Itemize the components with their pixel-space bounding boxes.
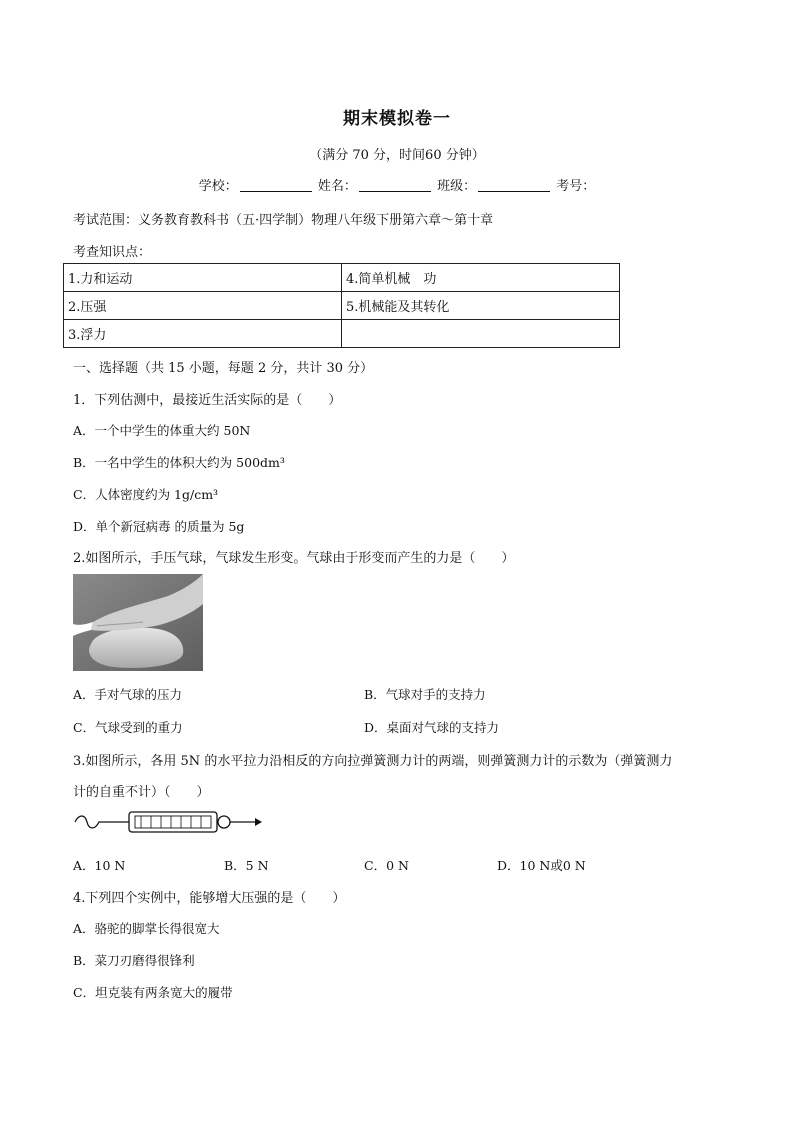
table-row: [64, 264, 620, 292]
question-1-option-c: C．人体密度约为 1g/cm³: [73, 487, 219, 502]
question-4-option-c: C．坦克装有两条宽大的履带: [73, 985, 233, 1000]
name-blank[interactable]: [359, 179, 431, 192]
question-1-option-a: A．一个中学生的体重大约 50N: [73, 423, 251, 438]
class-label: 班级：: [437, 179, 477, 194]
exam-no-label: 考号：: [556, 179, 596, 194]
exam-scope: 考试范围：义务教育教科书（五·四学制）物理八年级下册第六章～第十章: [73, 213, 494, 228]
hand-pressing-balloon-image: [73, 574, 203, 671]
question-2-options: [73, 718, 723, 734]
table-cell: 2.压强: [64, 292, 342, 320]
question-4-option-a: A．骆驼的脚掌长得很宽大: [73, 921, 220, 936]
question-2-option-a: A．手对气球的压力: [73, 687, 183, 702]
page-subtitle: （满分 70 分，时间60 分钟）: [309, 148, 485, 163]
question-2-stem: 2.如图所示，手压气球，气球发生形变。气球由于形变而产生的力是（ ）: [73, 551, 515, 566]
question-4-option-b: B．菜刀刃磨得很锋利: [73, 953, 195, 968]
question-1-option-d: D．单个新冠病毒 的质量为 5g: [73, 519, 245, 534]
question-1-stem: 1．下列估测中，最接近生活实际的是（ ）: [73, 393, 342, 408]
school-blank[interactable]: [240, 179, 312, 192]
name-label: 姓名：: [317, 179, 357, 194]
student-info-fields: [0, 175, 794, 194]
table-row: [64, 292, 620, 320]
section-heading: 一、选择题（共 15 小题，每题 2 分，共计 30 分）: [73, 361, 374, 376]
question-3-option-b: B．5 N: [224, 858, 269, 873]
spring-scale-diagram: [73, 808, 263, 836]
table-cell: 5.机械能及其转化: [342, 292, 620, 320]
question-2-option-c: C．气球受到的重力: [73, 720, 183, 735]
table-row: [64, 320, 620, 348]
table-cell: 3.浮力: [64, 320, 342, 348]
school-label: 学校：: [198, 179, 238, 194]
question-2-option-b: B．气球对手的支持力: [364, 687, 486, 702]
class-blank[interactable]: [478, 179, 550, 192]
question-3-stem-line2: 计的自重不计）（ ）: [73, 785, 210, 800]
question-4-stem: 4.下列四个实例中，能够增大压强的是（ ）: [73, 891, 346, 906]
question-2-option-d: D．桌面对气球的支持力: [364, 720, 500, 735]
knowledge-table: [63, 263, 620, 348]
question-3-options: [73, 856, 723, 872]
question-3-option-c: C．0 N: [364, 858, 409, 873]
page-title: 期末模拟卷一: [343, 109, 451, 129]
question-2-options: [73, 685, 723, 701]
knowledge-label: 考查知识点：: [73, 245, 152, 260]
table-cell: [342, 320, 620, 348]
question-3-option-d: D．10 N或0 N: [497, 858, 586, 873]
question-3-stem-line1: 3.如图所示，各用 5N 的水平拉力沿相反的方向拉弹簧测力计的两端，则弹簧测力计的示数为（弹簧测力: [73, 754, 673, 769]
question-3-option-a: A．10 N: [73, 858, 126, 873]
question-1-option-b: B．一名中学生的体积大约为 500dm³: [73, 455, 285, 470]
table-cell: 4.简单机械 功: [342, 264, 620, 292]
table-cell: 1.力和运动: [64, 264, 342, 292]
